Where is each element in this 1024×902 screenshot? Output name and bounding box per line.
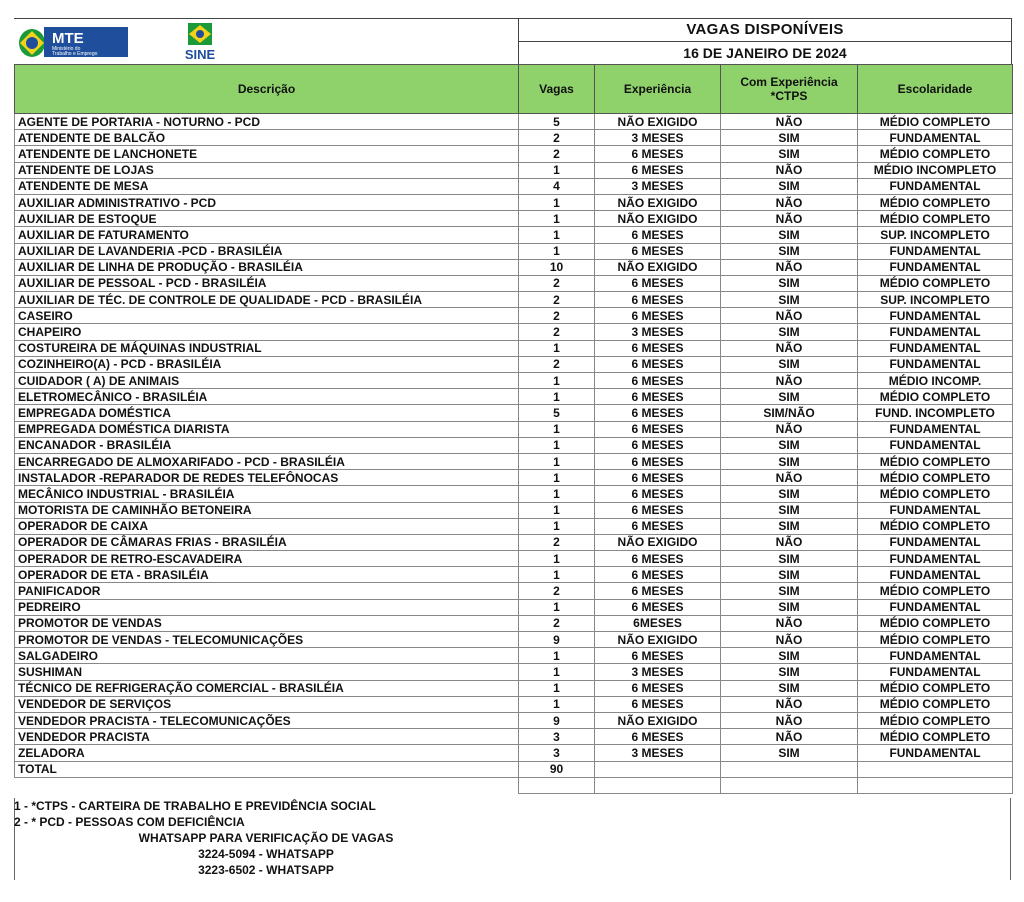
- cell-ctps: NÃO: [721, 729, 858, 745]
- cell-escolaridade: MÉDIO COMPLETO: [858, 470, 1013, 486]
- cell-descricao: COSTUREIRA DE MÁQUINAS INDUSTRIAL: [15, 340, 519, 356]
- cell-ctps: SIM: [721, 664, 858, 680]
- cell-escolaridade: FUNDAMENTAL: [858, 178, 1013, 194]
- cell-vagas: 1: [519, 162, 595, 178]
- table-row: [15, 259, 1013, 275]
- cell-experiencia: 6 MESES: [595, 243, 721, 259]
- cell-vagas: 10: [519, 259, 595, 275]
- cell-experiencia: NÃO EXIGIDO: [595, 712, 721, 728]
- cell-experiencia: 6 MESES: [595, 292, 721, 308]
- cell-escolaridade: MÉDIO COMPLETO: [858, 696, 1013, 712]
- cell-descricao: ENCARREGADO DE ALMOXARIFADO - PCD - BRASILÉIA: [15, 453, 519, 469]
- table-row: [15, 275, 1013, 291]
- cell-escolaridade: FUNDAMENTAL: [858, 243, 1013, 259]
- footnotes: [14, 798, 534, 878]
- vacancies-table: [14, 64, 1013, 794]
- table-row: [15, 227, 1013, 243]
- total-label: TOTAL: [15, 761, 519, 777]
- cell-descricao: ATENDENTE DE LANCHONETE: [15, 146, 519, 162]
- cell-vagas: 3: [519, 729, 595, 745]
- cell-experiencia: 6 MESES: [595, 421, 721, 437]
- cell-descricao: EMPREGADA DOMÉSTICA DIARISTA: [15, 421, 519, 437]
- table-row: [15, 648, 1013, 664]
- cell-experiencia: 3 MESES: [595, 130, 721, 146]
- cell-ctps: NÃO: [721, 470, 858, 486]
- table-row: [15, 583, 1013, 599]
- column-header-descricao: Descrição: [15, 65, 519, 114]
- table-row: [15, 518, 1013, 534]
- cell-experiencia: 6 MESES: [595, 551, 721, 567]
- cell-ctps: NÃO: [721, 162, 858, 178]
- cell-escolaridade: MÉDIO COMPLETO: [858, 114, 1013, 130]
- cell-ctps: SIM: [721, 437, 858, 453]
- table-row: [15, 599, 1013, 615]
- cell-vagas: 2: [519, 356, 595, 372]
- total-empty-escolaridade: [858, 761, 1013, 777]
- cell-escolaridade: FUND. INCOMPLETO: [858, 405, 1013, 421]
- cell-experiencia: 6 MESES: [595, 275, 721, 291]
- table-row: [15, 162, 1013, 178]
- cell-descricao: VENDEDOR PRACISTA - TELECOMUNICAÇÕES: [15, 712, 519, 728]
- cell-vagas: 2: [519, 324, 595, 340]
- table-row: [15, 146, 1013, 162]
- cell-escolaridade: MÉDIO COMPLETO: [858, 275, 1013, 291]
- cell-ctps: NÃO: [721, 373, 858, 389]
- cell-experiencia: NÃO EXIGIDO: [595, 114, 721, 130]
- table-row: [15, 389, 1013, 405]
- cell-escolaridade: FUNDAMENTAL: [858, 356, 1013, 372]
- cell-experiencia: 6 MESES: [595, 680, 721, 696]
- table-row: [15, 421, 1013, 437]
- cell-descricao: EMPREGADA DOMÉSTICA: [15, 405, 519, 421]
- cell-experiencia: 6MESES: [595, 615, 721, 631]
- cell-escolaridade: MÉDIO COMPLETO: [858, 211, 1013, 227]
- column-header-experiencia: Experiência: [595, 65, 721, 114]
- table-row: [15, 729, 1013, 745]
- cell-experiencia: 6 MESES: [595, 340, 721, 356]
- total-row: [15, 761, 1013, 777]
- cell-escolaridade: MÉDIO COMPLETO: [858, 146, 1013, 162]
- cell-descricao: CUIDADOR ( A) DE ANIMAIS: [15, 373, 519, 389]
- cell-vagas: 1: [519, 599, 595, 615]
- blank-cell: [519, 777, 595, 793]
- cell-vagas: 1: [519, 227, 595, 243]
- blank-cell: [15, 777, 519, 793]
- cell-ctps: SIM: [721, 275, 858, 291]
- table-row: [15, 567, 1013, 583]
- cell-descricao: VENDEDOR DE SERVIÇOS: [15, 696, 519, 712]
- cell-descricao: SALGADEIRO: [15, 648, 519, 664]
- cell-descricao: COZINHEIRO(A) - PCD - BRASILÉIA: [15, 356, 519, 372]
- whatsapp-phone-2: 3223-6502 - WHATSAPP: [198, 863, 334, 877]
- cell-ctps: NÃO: [721, 696, 858, 712]
- svg-text:SINE: SINE: [184, 47, 216, 62]
- document-header: [14, 18, 1012, 64]
- table-row: [15, 437, 1013, 453]
- table-row: [15, 470, 1013, 486]
- cell-ctps: SIM: [721, 486, 858, 502]
- cell-ctps: SIM: [721, 227, 858, 243]
- table-row: [15, 632, 1013, 648]
- whatsapp-title: WHATSAPP PARA VERIFICAÇÃO DE VAGAS: [138, 831, 394, 845]
- cell-ctps: SIM: [721, 356, 858, 372]
- cell-vagas: 1: [519, 421, 595, 437]
- blank-cell: [721, 777, 858, 793]
- cell-ctps: SIM: [721, 502, 858, 518]
- cell-vagas: 1: [519, 518, 595, 534]
- cell-experiencia: 6 MESES: [595, 729, 721, 745]
- cell-ctps: SIM: [721, 146, 858, 162]
- cell-escolaridade: MÉDIO COMPLETO: [858, 518, 1013, 534]
- cell-ctps: SIM: [721, 178, 858, 194]
- cell-vagas: 1: [519, 664, 595, 680]
- cell-vagas: 1: [519, 486, 595, 502]
- cell-experiencia: 3 MESES: [595, 324, 721, 340]
- cell-escolaridade: SUP. INCOMPLETO: [858, 292, 1013, 308]
- cell-escolaridade: MÉDIO COMPLETO: [858, 453, 1013, 469]
- cell-descricao: MOTORISTA DE CAMINHÃO BETONEIRA: [15, 502, 519, 518]
- cell-escolaridade: FUNDAMENTAL: [858, 502, 1013, 518]
- cell-vagas: 2: [519, 130, 595, 146]
- table-row: [15, 745, 1013, 761]
- table-row: [15, 178, 1013, 194]
- cell-experiencia: 3 MESES: [595, 745, 721, 761]
- table-body: [15, 114, 1013, 794]
- cell-descricao: TÉCNICO DE REFRIGERAÇÃO COMERCIAL - BRASILÉIA: [15, 680, 519, 696]
- whatsapp-phone-1: 3224-5094 - WHATSAPP: [198, 847, 334, 861]
- job-listing-sheet: [14, 18, 1012, 794]
- cell-ctps: NÃO: [721, 340, 858, 356]
- cell-descricao: CHAPEIRO: [15, 324, 519, 340]
- cell-ctps: SIM: [721, 551, 858, 567]
- svg-text:MTE: MTE: [52, 30, 84, 47]
- cell-vagas: 9: [519, 632, 595, 648]
- cell-vagas: 1: [519, 194, 595, 210]
- column-header-escolaridade: Escolaridade: [858, 65, 1013, 114]
- cell-descricao: AUXILIAR DE LAVANDERIA -PCD - BRASILÉIA: [15, 243, 519, 259]
- cell-escolaridade: MÉDIO COMPLETO: [858, 729, 1013, 745]
- cell-descricao: PROMOTOR DE VENDAS: [15, 615, 519, 631]
- cell-experiencia: 6 MESES: [595, 356, 721, 372]
- cell-experiencia: 3 MESES: [595, 664, 721, 680]
- cell-experiencia: 6 MESES: [595, 648, 721, 664]
- table-row: [15, 405, 1013, 421]
- cell-experiencia: 6 MESES: [595, 146, 721, 162]
- table-row: [15, 615, 1013, 631]
- table-row: [15, 243, 1013, 259]
- cell-experiencia: 6 MESES: [595, 518, 721, 534]
- cell-escolaridade: FUNDAMENTAL: [858, 648, 1013, 664]
- cell-descricao: ENCANADOR - BRASILÉIA: [15, 437, 519, 453]
- cell-experiencia: NÃO EXIGIDO: [595, 632, 721, 648]
- cell-escolaridade: MÉDIO COMPLETO: [858, 712, 1013, 728]
- cell-descricao: AUXILIAR DE ESTOQUE: [15, 211, 519, 227]
- table-row: [15, 340, 1013, 356]
- cell-descricao: AUXILIAR ADMINISTRATIVO - PCD: [15, 194, 519, 210]
- cell-escolaridade: FUNDAMENTAL: [858, 745, 1013, 761]
- cell-experiencia: NÃO EXIGIDO: [595, 534, 721, 550]
- cell-vagas: 2: [519, 292, 595, 308]
- table-row: [15, 534, 1013, 550]
- cell-ctps: NÃO: [721, 194, 858, 210]
- cell-descricao: SUSHIMAN: [15, 664, 519, 680]
- total-value: 90: [519, 761, 595, 777]
- cell-ctps: NÃO: [721, 114, 858, 130]
- cell-experiencia: 3 MESES: [595, 178, 721, 194]
- cell-experiencia: 6 MESES: [595, 162, 721, 178]
- table-row: [15, 356, 1013, 372]
- cell-ctps: SIM: [721, 292, 858, 308]
- cell-vagas: 1: [519, 389, 595, 405]
- cell-ctps: NÃO: [721, 534, 858, 550]
- cell-descricao: CASEIRO: [15, 308, 519, 324]
- cell-experiencia: 6 MESES: [595, 486, 721, 502]
- cell-vagas: 1: [519, 340, 595, 356]
- cell-descricao: PEDREIRO: [15, 599, 519, 615]
- total-empty-experiencia: [595, 761, 721, 777]
- cell-descricao: OPERADOR DE CAIXA: [15, 518, 519, 534]
- cell-descricao: ATENDENTE DE LOJAS: [15, 162, 519, 178]
- svg-text:Ministério do: Ministério do: [52, 46, 81, 52]
- cell-vagas: 2: [519, 615, 595, 631]
- cell-descricao: VENDEDOR PRACISTA: [15, 729, 519, 745]
- blank-row: [15, 777, 1013, 793]
- cell-vagas: 1: [519, 373, 595, 389]
- cell-escolaridade: FUNDAMENTAL: [858, 599, 1013, 615]
- cell-experiencia: 6 MESES: [595, 308, 721, 324]
- table-row: [15, 453, 1013, 469]
- cell-descricao: AGENTE DE PORTARIA - NOTURNO - PCD: [15, 114, 519, 130]
- cell-descricao: AUXILIAR DE FATURAMENTO: [15, 227, 519, 243]
- cell-descricao: AUXILIAR DE TÉC. DE CONTROLE DE QUALIDADE - PCD - BRASILÉIA: [15, 292, 519, 308]
- cell-descricao: ZELADORA: [15, 745, 519, 761]
- table-row: [15, 194, 1013, 210]
- cell-ctps: SIM: [721, 567, 858, 583]
- table-row: [15, 211, 1013, 227]
- cell-descricao: MECÂNICO INDUSTRIAL - BRASILÉIA: [15, 486, 519, 502]
- cell-escolaridade: MÉDIO COMPLETO: [858, 615, 1013, 631]
- mte-logo: [18, 23, 130, 59]
- cell-ctps: NÃO: [721, 632, 858, 648]
- cell-experiencia: 6 MESES: [595, 437, 721, 453]
- cell-experiencia: 6 MESES: [595, 567, 721, 583]
- cell-vagas: 1: [519, 453, 595, 469]
- table-row: [15, 502, 1013, 518]
- cell-escolaridade: SUP. INCOMPLETO: [858, 227, 1013, 243]
- cell-escolaridade: FUNDAMENTAL: [858, 259, 1013, 275]
- cell-experiencia: 6 MESES: [595, 389, 721, 405]
- cell-descricao: OPERADOR DE CÂMARAS FRIAS - BRASILÉIA: [15, 534, 519, 550]
- table-row: [15, 130, 1013, 146]
- cell-escolaridade: MÉDIO COMPLETO: [858, 632, 1013, 648]
- cell-experiencia: 6 MESES: [595, 373, 721, 389]
- cell-ctps: SIM: [721, 680, 858, 696]
- cell-vagas: 1: [519, 243, 595, 259]
- cell-ctps: NÃO: [721, 211, 858, 227]
- cell-escolaridade: MÉDIO COMPLETO: [858, 583, 1013, 599]
- cell-vagas: 1: [519, 680, 595, 696]
- document-title: VAGAS DISPONÍVEIS: [519, 19, 1011, 42]
- cell-ctps: SIM: [721, 599, 858, 615]
- cell-vagas: 1: [519, 437, 595, 453]
- cell-escolaridade: MÉDIO COMPLETO: [858, 389, 1013, 405]
- cell-escolaridade: FUNDAMENTAL: [858, 308, 1013, 324]
- cell-ctps: SIM: [721, 130, 858, 146]
- table-row: [15, 696, 1013, 712]
- table-row: [15, 308, 1013, 324]
- cell-escolaridade: MÉDIO COMPLETO: [858, 680, 1013, 696]
- logo-area: [14, 18, 518, 64]
- cell-ctps: SIM: [721, 518, 858, 534]
- cell-descricao: PANIFICADOR: [15, 583, 519, 599]
- cell-vagas: 1: [519, 696, 595, 712]
- cell-ctps: SIM: [721, 648, 858, 664]
- cell-vagas: 4: [519, 178, 595, 194]
- cell-experiencia: 6 MESES: [595, 227, 721, 243]
- cell-descricao: ATENDENTE DE MESA: [15, 178, 519, 194]
- cell-escolaridade: FUNDAMENTAL: [858, 421, 1013, 437]
- cell-ctps: SIM/NÃO: [721, 405, 858, 421]
- cell-ctps: SIM: [721, 324, 858, 340]
- blank-cell: [595, 777, 721, 793]
- cell-descricao: ELETROMECÂNICO - BRASILÉIA: [15, 389, 519, 405]
- cell-experiencia: 6 MESES: [595, 696, 721, 712]
- cell-escolaridade: MÉDIO INCOMPLETO: [858, 162, 1013, 178]
- cell-escolaridade: FUNDAMENTAL: [858, 551, 1013, 567]
- table-row: [15, 680, 1013, 696]
- cell-experiencia: 6 MESES: [595, 470, 721, 486]
- cell-vagas: 2: [519, 534, 595, 550]
- cell-ctps: NÃO: [721, 615, 858, 631]
- title-block: [518, 18, 1012, 64]
- cell-vagas: 5: [519, 405, 595, 421]
- cell-vagas: 2: [519, 308, 595, 324]
- cell-vagas: 2: [519, 583, 595, 599]
- cell-experiencia: 6 MESES: [595, 453, 721, 469]
- cell-escolaridade: MÉDIO COMPLETO: [858, 486, 1013, 502]
- cell-vagas: 2: [519, 275, 595, 291]
- svg-text:Trabalho e Emprego: Trabalho e Emprego: [52, 51, 98, 57]
- total-empty-ctps: [721, 761, 858, 777]
- table-row: [15, 324, 1013, 340]
- cell-ctps: NÃO: [721, 259, 858, 275]
- cell-ctps: SIM: [721, 389, 858, 405]
- cell-descricao: AUXILIAR DE PESSOAL - PCD - BRASILÉIA: [15, 275, 519, 291]
- cell-vagas: 2: [519, 146, 595, 162]
- sine-logo: [178, 21, 222, 63]
- cell-ctps: NÃO: [721, 421, 858, 437]
- cell-vagas: 1: [519, 567, 595, 583]
- table-row: [15, 486, 1013, 502]
- cell-vagas: 3: [519, 745, 595, 761]
- footnote-ctps: 1 - *CTPS - CARTEIRA DE TRABALHO E PREVIDÊNCIA SOCIAL: [14, 799, 376, 813]
- cell-ctps: SIM: [721, 453, 858, 469]
- cell-ctps: SIM: [721, 583, 858, 599]
- cell-experiencia: 6 MESES: [595, 405, 721, 421]
- cell-vagas: 1: [519, 648, 595, 664]
- document-date: 16 DE JANEIRO DE 2024: [683, 45, 847, 61]
- table-row: [15, 551, 1013, 567]
- cell-descricao: AUXILIAR DE LINHA DE PRODUÇÃO - BRASILÉIA: [15, 259, 519, 275]
- cell-experiencia: NÃO EXIGIDO: [595, 194, 721, 210]
- cell-escolaridade: MÉDIO INCOMP.: [858, 373, 1013, 389]
- cell-escolaridade: FUNDAMENTAL: [858, 567, 1013, 583]
- cell-escolaridade: FUNDAMENTAL: [858, 130, 1013, 146]
- footnote-pcd: 2 - * PCD - PESSOAS COM DEFICIÊNCIA: [14, 815, 245, 829]
- cell-experiencia: 6 MESES: [595, 583, 721, 599]
- cell-experiencia: 6 MESES: [595, 599, 721, 615]
- cell-descricao: ATENDENTE DE BALCÃO: [15, 130, 519, 146]
- cell-descricao: OPERADOR DE ETA - BRASILÉIA: [15, 567, 519, 583]
- table-row: [15, 712, 1013, 728]
- cell-escolaridade: FUNDAMENTAL: [858, 324, 1013, 340]
- cell-escolaridade: FUNDAMENTAL: [858, 437, 1013, 453]
- cell-escolaridade: FUNDAMENTAL: [858, 340, 1013, 356]
- table-row: [15, 373, 1013, 389]
- cell-escolaridade: FUNDAMENTAL: [858, 664, 1013, 680]
- cell-vagas: 1: [519, 502, 595, 518]
- cell-vagas: 1: [519, 470, 595, 486]
- cell-descricao: PROMOTOR DE VENDAS - TELECOMUNICAÇÕES: [15, 632, 519, 648]
- cell-ctps: SIM: [721, 745, 858, 761]
- cell-escolaridade: MÉDIO COMPLETO: [858, 194, 1013, 210]
- table-row: [15, 292, 1013, 308]
- cell-experiencia: NÃO EXIGIDO: [595, 211, 721, 227]
- cell-experiencia: NÃO EXIGIDO: [595, 259, 721, 275]
- cell-vagas: 5: [519, 114, 595, 130]
- blank-cell: [858, 777, 1013, 793]
- cell-vagas: 1: [519, 211, 595, 227]
- table-header-row: [15, 65, 1013, 114]
- column-header-ctps: Com Experiência *CTPS: [721, 65, 858, 114]
- table-row: [15, 664, 1013, 680]
- cell-ctps: NÃO: [721, 712, 858, 728]
- cell-vagas: 1: [519, 551, 595, 567]
- column-header-vagas: Vagas: [519, 65, 595, 114]
- cell-escolaridade: FUNDAMENTAL: [858, 534, 1013, 550]
- cell-ctps: SIM: [721, 243, 858, 259]
- cell-ctps: NÃO: [721, 308, 858, 324]
- cell-descricao: INSTALADOR -REPARADOR DE REDES TELEFÔNOCAS: [15, 470, 519, 486]
- footer-right-border: [1010, 798, 1011, 880]
- cell-vagas: 9: [519, 712, 595, 728]
- table-row: [15, 114, 1013, 130]
- cell-experiencia: 6 MESES: [595, 502, 721, 518]
- cell-descricao: OPERADOR DE RETRO-ESCAVADEIRA: [15, 551, 519, 567]
